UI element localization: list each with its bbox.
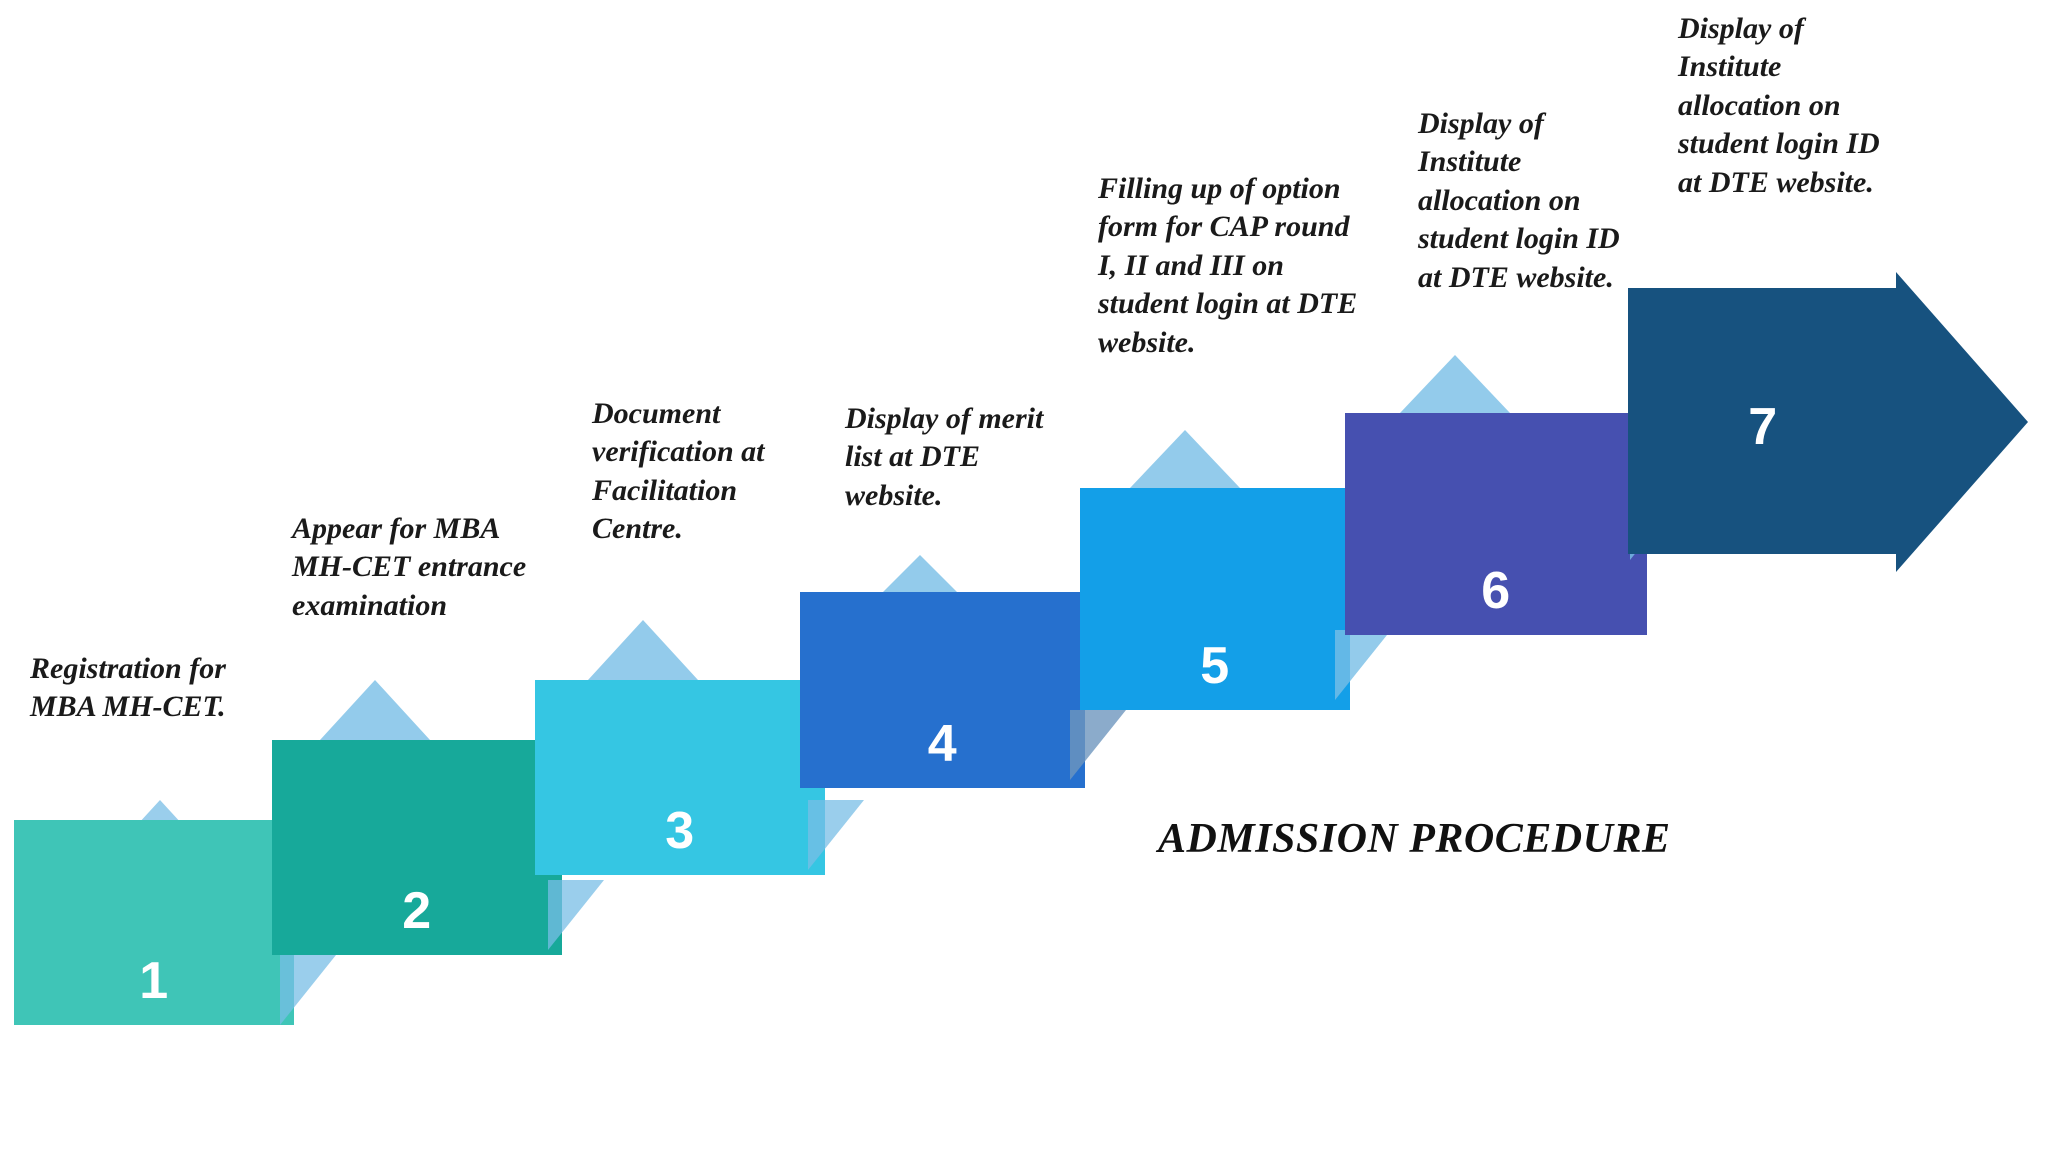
step-3-drop-triangle bbox=[808, 800, 864, 870]
step-5-connector-triangle bbox=[1130, 430, 1240, 488]
step-7-number: 7 bbox=[1748, 398, 1778, 456]
step-4-drop-triangle bbox=[1070, 710, 1126, 780]
step-2-drop-triangle bbox=[548, 880, 604, 950]
step-6-caption: Display of Institute allocation on student login ID at DTE website. bbox=[1418, 107, 1620, 294]
step-6-box bbox=[1345, 413, 1647, 635]
step-1-box bbox=[14, 820, 294, 1025]
step-5-box bbox=[1080, 488, 1350, 710]
page-title: ADMISSION PROCEDURE bbox=[1158, 816, 1671, 862]
step-2-caption: Appear for MBA MH-CET entrance examination bbox=[292, 512, 527, 622]
step-6-connector-triangle bbox=[1400, 355, 1510, 413]
step-3-box bbox=[535, 680, 825, 875]
step-2-number: 2 bbox=[402, 882, 432, 940]
step-1-drop-triangle bbox=[280, 955, 336, 1025]
step-5-caption: Filling up of option form for CAP round I, II and III on student login at DTE website. bbox=[1098, 172, 1358, 359]
step-5-number: 5 bbox=[1200, 637, 1230, 695]
step-3-caption: Document verification at Facilitation Centre. bbox=[592, 397, 765, 546]
step-3-number: 3 bbox=[665, 802, 695, 860]
step-1-caption: Registration for MBA MH-CET. bbox=[30, 652, 226, 724]
step-2-box bbox=[272, 740, 562, 955]
step-6-number: 6 bbox=[1481, 562, 1511, 620]
step-2-connector-triangle bbox=[320, 680, 430, 740]
step-7-box bbox=[1628, 272, 1898, 582]
step-5-drop-triangle bbox=[1335, 630, 1391, 700]
step-7-caption: Display of Institute allocation on student login ID at DTE website. bbox=[1678, 12, 1880, 199]
step-4-number: 4 bbox=[927, 715, 958, 773]
step-4-box bbox=[800, 592, 1085, 788]
step-1-number: 1 bbox=[139, 952, 169, 1010]
step-4-caption: Display of merit list at DTE website. bbox=[845, 402, 1044, 512]
step-3-connector-triangle bbox=[588, 620, 698, 680]
